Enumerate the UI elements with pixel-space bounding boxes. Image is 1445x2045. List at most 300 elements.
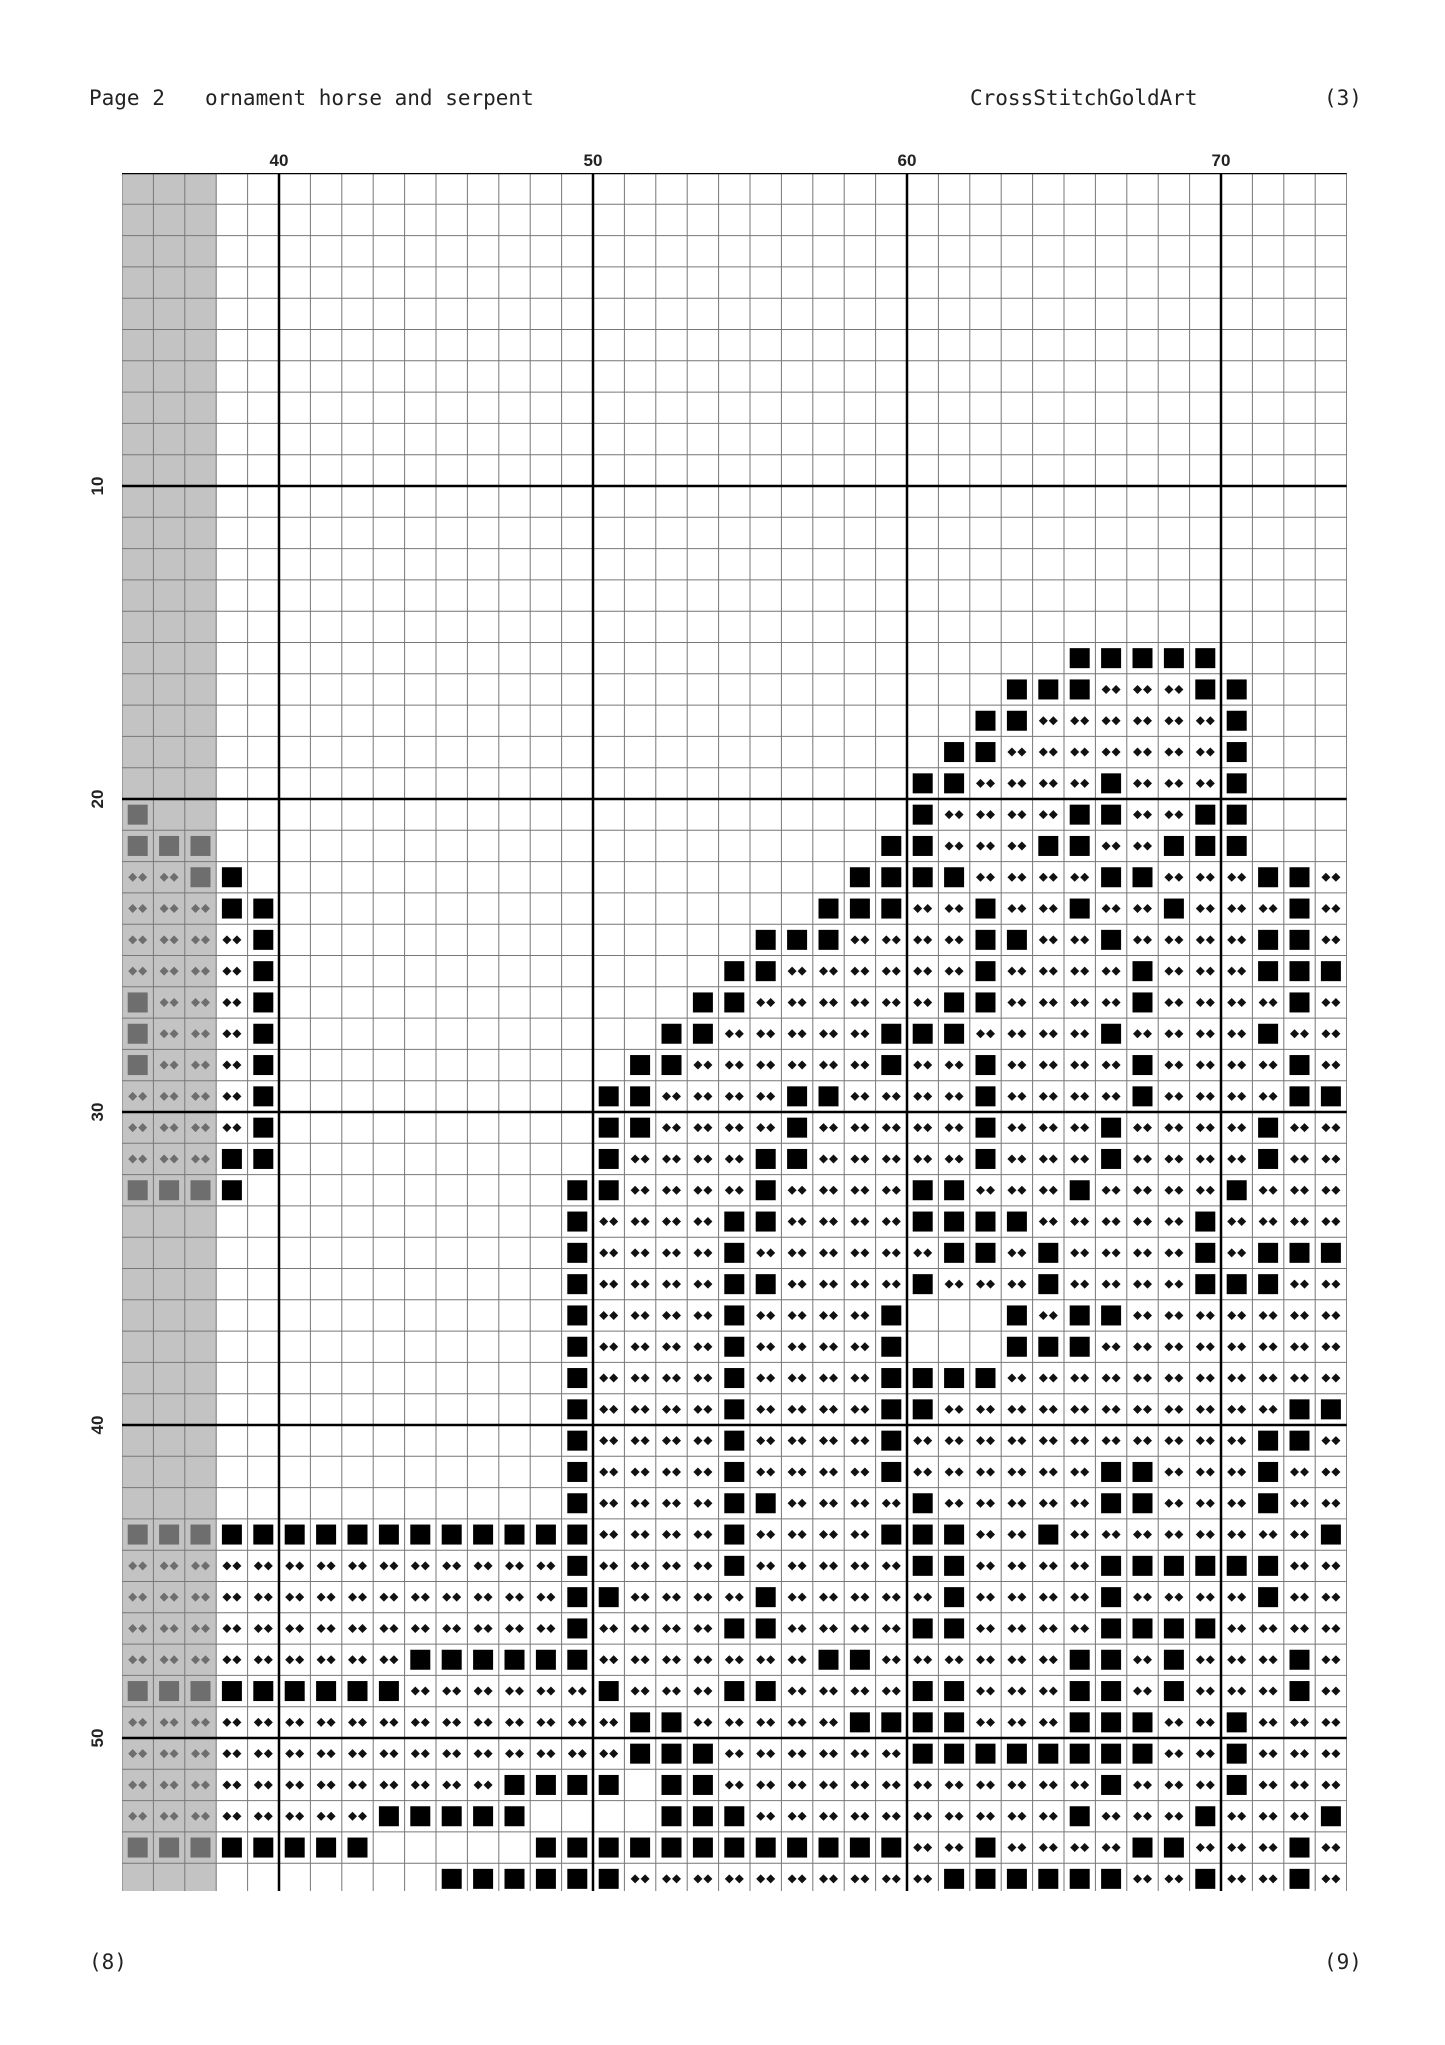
stitch-diamond-symbol <box>882 1561 891 1570</box>
stitch-diamond-symbol <box>264 1718 273 1727</box>
stitch-black-square <box>630 1055 650 1075</box>
stitch-black-square <box>1164 1838 1184 1858</box>
stitch-diamond-symbol <box>986 1812 995 1821</box>
stitch-black-square <box>599 1118 619 1138</box>
stitch-diamond-symbol <box>955 841 964 850</box>
stitch-diamond-symbol <box>945 1843 954 1852</box>
stitch-diamond-symbol <box>1080 779 1089 788</box>
stitch-diamond-symbol <box>860 1436 869 1445</box>
stitch-diamond-symbol <box>1227 1499 1236 1508</box>
stitch-diamond-symbol <box>1133 810 1142 819</box>
stitch-diamond-symbol <box>850 935 859 944</box>
stitch-diamond-symbol <box>955 1123 964 1132</box>
stitch-diamond-symbol <box>1227 1467 1236 1476</box>
stitch-diamond-symbol <box>1196 1311 1205 1320</box>
stitch-diamond-symbol <box>421 1718 430 1727</box>
stitch-diamond-symbol <box>923 1874 932 1883</box>
stitch-diamond-symbol <box>1321 1780 1330 1789</box>
stitch-diamond-symbol <box>1102 1530 1111 1539</box>
stitch-diamond-symbol <box>829 1405 838 1414</box>
stitch-diamond-symbol <box>609 1624 618 1633</box>
stitch-diamond-symbol <box>609 1311 618 1320</box>
stitch-diamond-symbol <box>1227 935 1236 944</box>
stitch-diamond-symbol <box>703 1436 712 1445</box>
stitch-diamond-symbol <box>1017 748 1026 757</box>
stitch-diamond-symbol <box>672 1687 681 1696</box>
stitch-black-square <box>913 1180 933 1200</box>
stitch-diamond-symbol <box>955 1092 964 1101</box>
row-number-label: 30 <box>88 1102 107 1122</box>
stitch-diamond-symbol <box>986 1624 995 1633</box>
stitch-diamond-symbol <box>1196 1687 1205 1696</box>
stitch-black-square <box>253 1055 273 1075</box>
stitch-diamond-symbol <box>631 1217 640 1226</box>
stitch-diamond-symbol <box>1164 1718 1173 1727</box>
stitch-diamond-symbol <box>662 1687 671 1696</box>
stitch-diamond-symbol <box>819 1499 828 1508</box>
stitch-diamond-symbol <box>672 1342 681 1351</box>
stitch-diamond-symbol <box>766 1561 775 1570</box>
stitch-diamond-symbol <box>1017 1561 1026 1570</box>
stitch-diamond-symbol <box>1227 1405 1236 1414</box>
stitch-diamond-symbol <box>1102 1280 1111 1289</box>
stitch-diamond-symbol <box>672 1467 681 1476</box>
stitch-black-square <box>1101 773 1121 793</box>
stitch-diamond-symbol <box>1133 1311 1142 1320</box>
stitch-black-square <box>1258 1118 1278 1138</box>
stitch-black-square <box>222 1180 242 1200</box>
stitch-black-square <box>1227 1744 1247 1764</box>
stitch-diamond-symbol <box>1070 1530 1079 1539</box>
stitch-diamond-symbol <box>788 1530 797 1539</box>
stitch-diamond-symbol <box>860 1561 869 1570</box>
stitch-diamond-symbol <box>1164 1186 1173 1195</box>
stitch-diamond-symbol <box>1196 1530 1205 1539</box>
stitch-diamond-symbol <box>1331 1655 1340 1664</box>
stitch-diamond-symbol <box>892 1248 901 1257</box>
stitch-black-square <box>1070 836 1090 856</box>
stitch-black-square <box>944 1024 964 1044</box>
stitch-diamond-symbol <box>1039 967 1048 976</box>
stitch-black-square <box>756 1274 776 1294</box>
stitch-diamond-symbol <box>474 1687 483 1696</box>
stitch-diamond-symbol <box>1196 1061 1205 1070</box>
stitch-diamond-symbol <box>1206 998 1215 1007</box>
stitch-diamond-symbol <box>421 1593 430 1602</box>
stitch-black-square <box>881 867 901 887</box>
stitch-diamond-symbol <box>1112 967 1121 976</box>
stitch-diamond-symbol <box>819 1311 828 1320</box>
stitch-diamond-symbol <box>1143 1874 1152 1883</box>
stitch-diamond-symbol <box>1164 1436 1173 1445</box>
stitch-diamond-symbol <box>1143 748 1152 757</box>
stitch-diamond-symbol <box>631 1624 640 1633</box>
stitch-diamond-symbol <box>1174 1248 1183 1257</box>
stitch-diamond-symbol <box>672 1374 681 1383</box>
stitch-diamond-symbol <box>609 1530 618 1539</box>
stitch-diamond-symbol <box>923 1436 932 1445</box>
stitch-diamond-symbol <box>1259 904 1268 913</box>
stitch-black-square <box>567 1243 587 1263</box>
stitch-diamond-symbol <box>1017 1405 1026 1414</box>
stitch-diamond-symbol <box>766 1092 775 1101</box>
stitch-diamond-symbol <box>1007 1186 1016 1195</box>
stitch-diamond-symbol <box>662 1530 671 1539</box>
stitch-black-square <box>787 1838 807 1858</box>
stitch-diamond-symbol <box>725 1123 734 1132</box>
stitch-black-square <box>253 1838 273 1858</box>
stitch-black-square <box>567 1180 587 1200</box>
stitch-diamond-symbol <box>222 1718 231 1727</box>
stitch-diamond-symbol <box>1133 1436 1142 1445</box>
stitch-black-square <box>724 1493 744 1513</box>
stitch-diamond-symbol <box>860 1342 869 1351</box>
stitch-black-square <box>567 1493 587 1513</box>
stitch-diamond-symbol <box>631 1561 640 1570</box>
stitch-diamond-symbol <box>1237 1467 1246 1476</box>
stitch-black-square <box>1258 1493 1278 1513</box>
stitch-diamond-symbol <box>631 1374 640 1383</box>
stitch-diamond-symbol <box>599 1436 608 1445</box>
stitch-diamond-symbol <box>1007 1154 1016 1163</box>
stitch-diamond-symbol <box>609 1248 618 1257</box>
stitch-diamond-symbol <box>693 1593 702 1602</box>
page-label: Page 2 <box>89 86 165 110</box>
stitch-black-square <box>1101 1118 1121 1138</box>
stitch-diamond-symbol <box>1133 1342 1142 1351</box>
stitch-black-square <box>756 1618 776 1638</box>
stitch-diamond-symbol <box>232 998 241 1007</box>
stitch-diamond-symbol <box>1164 1812 1173 1821</box>
stitch-black-square <box>253 1681 273 1701</box>
stitch-diamond-symbol <box>1331 1436 1340 1445</box>
stitch-diamond-symbol <box>1237 1499 1246 1508</box>
stitch-gray-square <box>128 836 148 856</box>
stitch-black-square <box>1101 1681 1121 1701</box>
stitch-black-square <box>1007 1744 1027 1764</box>
stitch-black-square <box>1227 711 1247 731</box>
stitch-black-square <box>976 1118 996 1138</box>
stitch-diamond-symbol <box>850 1749 859 1758</box>
stitch-diamond-symbol <box>1007 1780 1016 1789</box>
stitch-black-square <box>1164 648 1184 668</box>
stitch-diamond-symbol <box>798 1311 807 1320</box>
stitch-diamond-symbol <box>442 1593 451 1602</box>
stitch-diamond-symbol <box>295 1561 304 1570</box>
stitch-black-square <box>944 1525 964 1545</box>
stitch-diamond-symbol <box>756 1749 765 1758</box>
stitch-diamond-symbol <box>882 1780 891 1789</box>
stitch-black-square <box>1195 1806 1215 1826</box>
stitch-diamond-symbol <box>1300 1280 1309 1289</box>
stitch-gray-square <box>159 836 179 856</box>
stitch-diamond-symbol <box>1331 1186 1340 1195</box>
stitch-diamond-symbol <box>798 1718 807 1727</box>
stitch-diamond-symbol <box>693 1467 702 1476</box>
stitch-diamond-symbol <box>1133 1248 1142 1257</box>
stitch-diamond-symbol <box>599 1280 608 1289</box>
stitch-diamond-symbol <box>798 1593 807 1602</box>
stitch-diamond-symbol <box>955 1812 964 1821</box>
stitch-black-square <box>1007 1337 1027 1357</box>
stitch-black-square <box>473 1650 493 1670</box>
stitch-diamond-symbol <box>986 1718 995 1727</box>
stitch-diamond-symbol <box>860 1593 869 1602</box>
stitch-gray-square <box>128 1681 148 1701</box>
stitch-diamond-symbol <box>662 1092 671 1101</box>
stitch-diamond-symbol <box>850 1405 859 1414</box>
stitch-diamond-symbol <box>254 1718 263 1727</box>
stitch-diamond-symbol <box>452 1749 461 1758</box>
stitch-diamond-symbol <box>1300 1530 1309 1539</box>
stitch-black-square <box>567 1274 587 1294</box>
stitch-diamond-symbol <box>609 1467 618 1476</box>
stitch-diamond-symbol <box>882 1154 891 1163</box>
stitch-diamond-symbol <box>1049 873 1058 882</box>
stitch-diamond-symbol <box>955 1843 964 1852</box>
stitch-black-square <box>724 1525 744 1545</box>
stitch-black-square <box>379 1681 399 1701</box>
stitch-diamond-symbol <box>819 1217 828 1226</box>
stitch-diamond-symbol <box>1112 1436 1121 1445</box>
stitch-diamond-symbol <box>703 1874 712 1883</box>
stitch-diamond-symbol <box>1290 1374 1299 1383</box>
stitch-diamond-symbol <box>1331 1374 1340 1383</box>
stitch-diamond-symbol <box>1174 1593 1183 1602</box>
stitch-diamond-symbol <box>1007 1843 1016 1852</box>
stitch-black-square <box>976 711 996 731</box>
stitch-diamond-symbol <box>599 1499 608 1508</box>
stitch-black-square <box>1101 1869 1121 1889</box>
stitch-diamond-symbol <box>819 1530 828 1539</box>
stitch-diamond-symbol <box>317 1655 326 1664</box>
stitch-diamond-symbol <box>609 1436 618 1445</box>
stitch-diamond-symbol <box>829 1624 838 1633</box>
stitch-diamond-symbol <box>788 1374 797 1383</box>
stitch-black-square <box>944 1618 964 1638</box>
stitch-diamond-symbol <box>222 935 231 944</box>
stitch-diamond-symbol <box>860 1812 869 1821</box>
stitch-diamond-symbol <box>1017 810 1026 819</box>
stitch-diamond-symbol <box>222 998 231 1007</box>
stitch-black-square <box>881 1337 901 1357</box>
stitch-diamond-symbol <box>222 1561 231 1570</box>
stitch-diamond-symbol <box>1321 873 1330 882</box>
stitch-gray-square <box>191 867 211 887</box>
stitch-diamond-symbol <box>1174 1499 1183 1508</box>
stitch-diamond-symbol <box>1196 1342 1205 1351</box>
stitch-black-square <box>913 1399 933 1419</box>
stitch-diamond-symbol <box>703 1405 712 1414</box>
stitch-diamond-symbol <box>788 967 797 976</box>
stitch-diamond-symbol <box>1174 1780 1183 1789</box>
stitch-diamond-symbol <box>1102 685 1111 694</box>
stitch-diamond-symbol <box>986 1186 995 1195</box>
stitch-diamond-symbol <box>725 1655 734 1664</box>
stitch-diamond-symbol <box>819 1687 828 1696</box>
stitch-diamond-symbol <box>295 1749 304 1758</box>
stitch-diamond-symbol <box>1321 1843 1330 1852</box>
stitch-black-square <box>1007 930 1027 950</box>
stitch-diamond-symbol <box>389 1718 398 1727</box>
stitch-diamond-symbol <box>1321 998 1330 1007</box>
stitch-diamond-symbol <box>1164 810 1173 819</box>
stitch-diamond-symbol <box>285 1593 294 1602</box>
stitch-gray-square <box>128 1055 148 1075</box>
stitch-diamond-symbol <box>892 1123 901 1132</box>
stitch-diamond-symbol <box>819 1342 828 1351</box>
stitch-black-square <box>630 1838 650 1858</box>
stitch-diamond-symbol <box>1237 1436 1246 1445</box>
stitch-diamond-symbol <box>1237 1593 1246 1602</box>
stitch-black-square <box>944 1368 964 1388</box>
stitch-black-square <box>253 1024 273 1044</box>
stitch-black-square <box>724 992 744 1012</box>
stitch-diamond-symbol <box>766 1248 775 1257</box>
stitch-diamond-symbol <box>1206 716 1215 725</box>
stitch-diamond-symbol <box>860 1280 869 1289</box>
stitch-diamond-symbol <box>1102 716 1111 725</box>
stitch-diamond-symbol <box>725 1874 734 1883</box>
stitch-diamond-symbol <box>641 1687 650 1696</box>
stitch-black-square <box>944 992 964 1012</box>
stitch-black-square <box>1101 1618 1121 1638</box>
stitch-diamond-symbol <box>641 1374 650 1383</box>
stitch-black-square <box>1290 1399 1310 1419</box>
stitch-diamond-symbol <box>1331 1154 1340 1163</box>
stitch-diamond-symbol <box>1290 1780 1299 1789</box>
stitch-diamond-symbol <box>536 1624 545 1633</box>
stitch-diamond-symbol <box>1007 1061 1016 1070</box>
stitch-diamond-symbol <box>411 1561 420 1570</box>
stitch-diamond-symbol <box>1143 935 1152 944</box>
stitch-diamond-symbol <box>923 1092 932 1101</box>
stitch-diamond-symbol <box>976 1561 985 1570</box>
stitch-diamond-symbol <box>860 1530 869 1539</box>
stitch-black-square <box>913 1274 933 1294</box>
stitch-black-square <box>819 930 839 950</box>
stitch-black-square <box>505 1775 525 1795</box>
stitch-diamond-symbol <box>1164 1280 1173 1289</box>
stitch-diamond-symbol <box>766 1374 775 1383</box>
stitch-diamond-symbol <box>1017 1280 1026 1289</box>
stitch-black-square <box>599 1086 619 1106</box>
stitch-diamond-symbol <box>860 1687 869 1696</box>
stitch-diamond-symbol <box>484 1749 493 1758</box>
stitch-diamond-symbol <box>986 1593 995 1602</box>
column-number-label: 60 <box>897 151 917 170</box>
stitch-diamond-symbol <box>882 1687 891 1696</box>
stitch-diamond-symbol <box>1070 935 1079 944</box>
stitch-black-square <box>410 1525 430 1545</box>
stitch-black-square <box>819 1650 839 1670</box>
stitch-black-square <box>1195 1556 1215 1576</box>
stitch-diamond-symbol <box>568 1687 577 1696</box>
stitch-diamond-symbol <box>599 1405 608 1414</box>
stitch-diamond-symbol <box>693 1061 702 1070</box>
stitch-diamond-symbol <box>1070 1780 1079 1789</box>
stitch-diamond-symbol <box>1112 998 1121 1007</box>
stitch-diamond-symbol <box>1143 1687 1152 1696</box>
stitch-black-square <box>1290 1055 1310 1075</box>
stitch-diamond-symbol <box>1196 1655 1205 1664</box>
stitch-black-square <box>1227 836 1247 856</box>
stitch-diamond-symbol <box>411 1749 420 1758</box>
stitch-diamond-symbol <box>703 1342 712 1351</box>
stitch-diamond-symbol <box>1269 1843 1278 1852</box>
stitch-diamond-symbol <box>1007 998 1016 1007</box>
stitch-diamond-symbol <box>1007 1530 1016 1539</box>
stitch-black-square <box>253 1525 273 1545</box>
stitch-diamond-symbol <box>1007 1374 1016 1383</box>
stitch-diamond-symbol <box>546 1749 555 1758</box>
stitch-diamond-symbol <box>1070 1217 1079 1226</box>
stitch-diamond-symbol <box>735 1186 744 1195</box>
stitch-diamond-symbol <box>358 1655 367 1664</box>
stitch-diamond-symbol <box>1049 716 1058 725</box>
stitch-diamond-symbol <box>892 998 901 1007</box>
stitch-diamond-symbol <box>735 1749 744 1758</box>
stitch-diamond-symbol <box>756 1374 765 1383</box>
stitch-diamond-symbol <box>1017 1718 1026 1727</box>
stitch-black-square <box>662 1806 682 1826</box>
stitch-black-square <box>850 1712 870 1732</box>
stitch-diamond-symbol <box>295 1780 304 1789</box>
stitch-diamond-symbol <box>1007 1561 1016 1570</box>
stitch-diamond-symbol <box>1039 1780 1048 1789</box>
stitch-diamond-symbol <box>1321 1561 1330 1570</box>
stitch-black-square <box>285 1681 305 1701</box>
stitch-black-square <box>567 1368 587 1388</box>
stitch-diamond-symbol <box>285 1812 294 1821</box>
stitch-black-square <box>944 1681 964 1701</box>
stitch-black-square <box>693 1775 713 1795</box>
row-number-label: 10 <box>88 476 107 496</box>
stitch-diamond-symbol <box>1039 1718 1048 1727</box>
stitch-black-square <box>724 1556 744 1576</box>
stitch-diamond-symbol <box>788 1467 797 1476</box>
stitch-gray-square <box>128 1525 148 1545</box>
stitch-black-square <box>1070 1806 1090 1826</box>
stitch-diamond-symbol <box>955 810 964 819</box>
stitch-diamond-symbol <box>882 1186 891 1195</box>
stitch-diamond-symbol <box>264 1749 273 1758</box>
stitch-diamond-symbol <box>1017 1655 1026 1664</box>
stitch-black-square <box>1227 1180 1247 1200</box>
stitch-diamond-symbol <box>546 1624 555 1633</box>
stitch-diamond-symbol <box>829 1280 838 1289</box>
stitch-diamond-symbol <box>1227 1217 1236 1226</box>
stitch-black-square <box>505 1869 525 1889</box>
stitch-diamond-symbol <box>1321 1280 1330 1289</box>
stitch-diamond-symbol <box>850 1029 859 1038</box>
stitch-diamond-symbol <box>892 1812 901 1821</box>
stitch-diamond-symbol <box>1269 1687 1278 1696</box>
stitch-diamond-symbol <box>1227 1123 1236 1132</box>
stitch-diamond-symbol <box>955 1780 964 1789</box>
stitch-diamond-symbol <box>1049 1780 1058 1789</box>
stitch-black-square <box>1195 1618 1215 1638</box>
stitch-diamond-symbol <box>1143 1217 1152 1226</box>
stitch-diamond-symbol <box>703 1718 712 1727</box>
stitch-black-square <box>756 961 776 981</box>
stitch-diamond-symbol <box>1237 1655 1246 1664</box>
stitch-diamond-symbol <box>254 1593 263 1602</box>
stitch-diamond-symbol <box>882 1123 891 1132</box>
stitch-black-square <box>756 1149 776 1169</box>
stitch-diamond-symbol <box>631 1342 640 1351</box>
stitch-diamond-symbol <box>1102 998 1111 1007</box>
